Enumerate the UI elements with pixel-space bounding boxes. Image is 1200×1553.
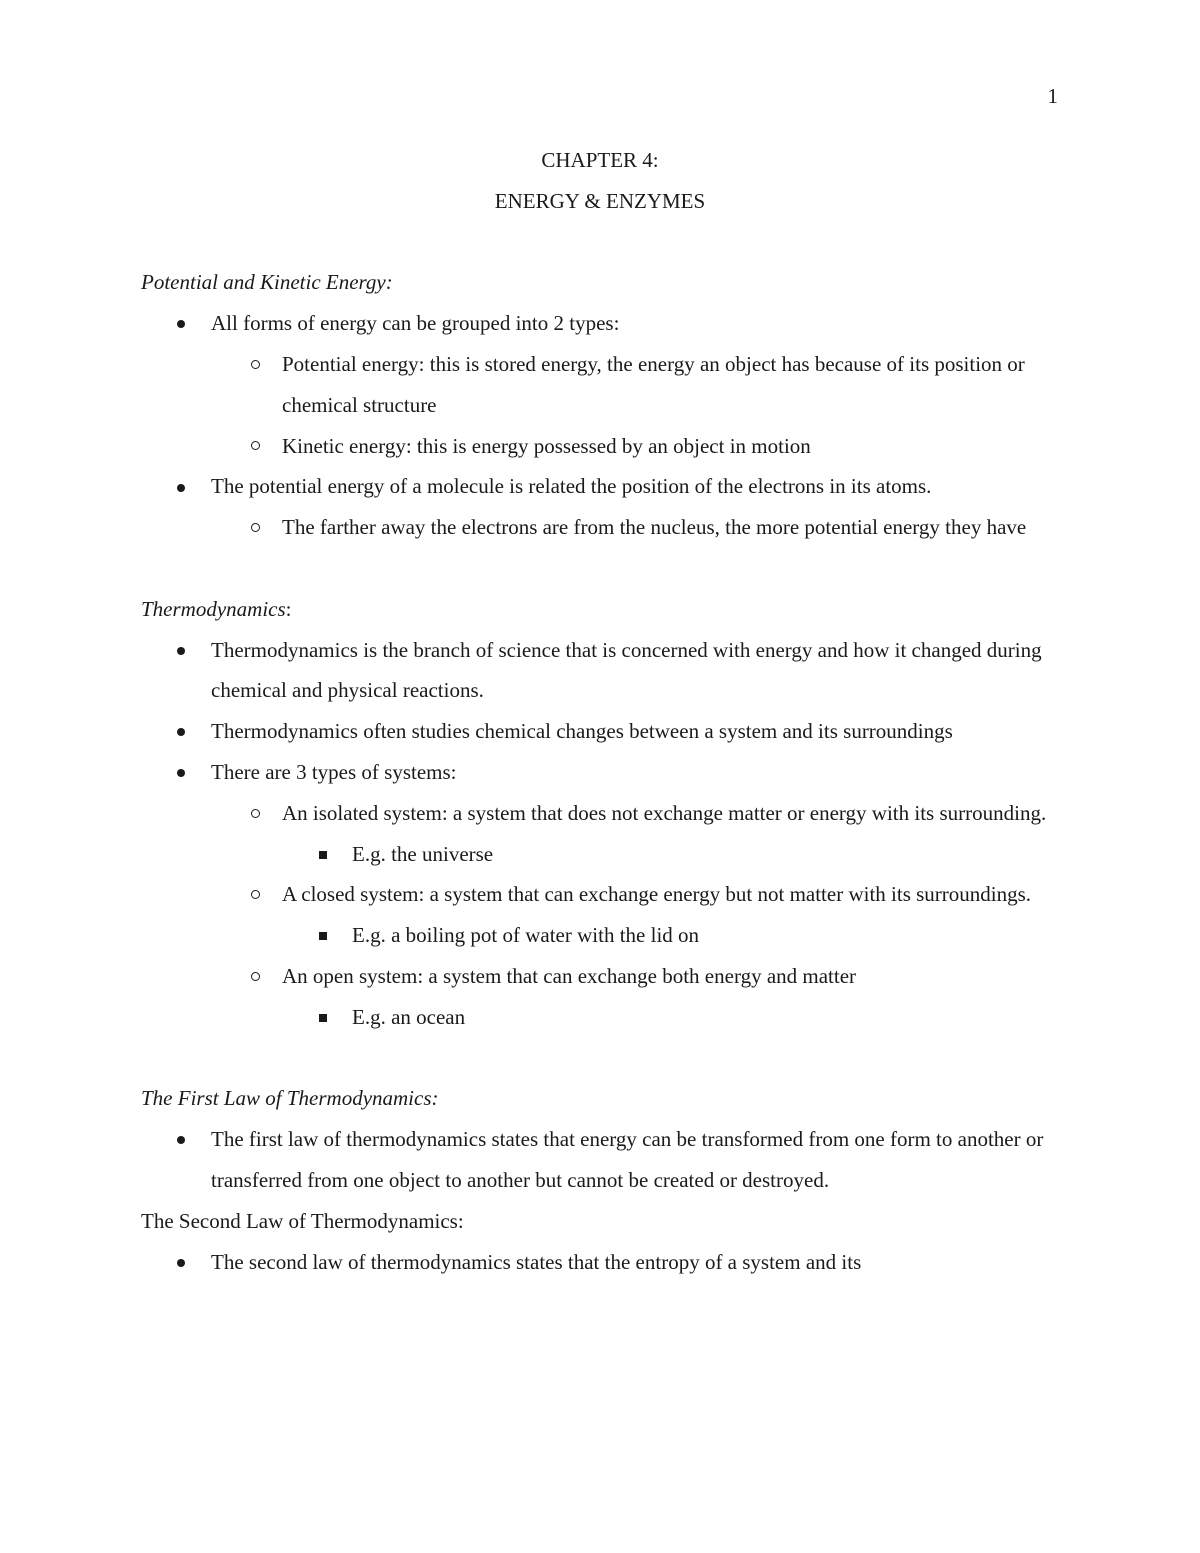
list-item-text: The potential energy of a molecule is related the position of the electrons in its atoms. — [211, 474, 932, 499]
list-item-text: An open system: a system that can exchange both energy and matter — [282, 963, 857, 988]
list-item-text: A closed system: a system that can exchange energy but not matter with its surroundings. — [282, 882, 1032, 907]
filled-square-bullet-icon — [313, 997, 333, 1038]
list-item-text: All forms of energy can be grouped into 2 types: — [211, 311, 620, 336]
filled-square-bullet-icon — [313, 834, 333, 875]
section-heading-second-law: The Second Law of Thermodynamics: — [141, 1208, 464, 1233]
list-item — [141, 711, 1059, 752]
list-item — [141, 956, 1059, 997]
section-heading-thermodynamics — [141, 589, 1059, 630]
hollow-circle-bullet-icon — [245, 344, 265, 385]
filled-circle-bullet-icon — [171, 1119, 191, 1160]
filled-circle-bullet-icon — [171, 711, 191, 752]
list-item — [141, 997, 1059, 1038]
section-heading-potential-kinetic: Potential and Kinetic Energy: — [141, 270, 393, 295]
list-item-text: Thermodynamics often studies chemical changes between a system and its surroundings — [211, 719, 953, 744]
list-item — [141, 752, 1059, 793]
list-item-text: An isolated system: a system that does not exchange matter or energy with its surrounding. — [282, 800, 1047, 825]
list-item-text: The second law of thermodynamics states that the entropy of a system and its — [211, 1249, 862, 1274]
list-item-text: Kinetic energy: this is energy possessed by an object in motion — [282, 433, 811, 458]
list-item — [141, 874, 1059, 915]
spacer — [141, 222, 1059, 263]
hollow-circle-bullet-icon — [245, 507, 265, 548]
hollow-circle-bullet-icon — [245, 956, 265, 997]
hollow-circle-bullet-icon — [245, 874, 265, 915]
chapter-title: ENERGY & ENZYMES — [494, 188, 706, 213]
filled-circle-bullet-icon — [171, 303, 191, 344]
spacer — [141, 1038, 1059, 1079]
list-item — [141, 466, 1059, 507]
list-item — [141, 344, 1059, 426]
list-item-text: Thermodynamics is the branch of science that is concerned with energy and how it changed during chemical and physical reactions. — [211, 637, 1042, 703]
list-item-text: The farther away the electrons are from the nucleus, the more potential energy they have — [282, 515, 1027, 540]
filled-circle-bullet-icon — [171, 1242, 191, 1283]
hollow-circle-bullet-icon — [245, 793, 265, 834]
list-item — [141, 915, 1059, 956]
list-item-text: E.g. a boiling pot of water with the lid on — [352, 923, 700, 948]
list-item-text: E.g. an ocean — [352, 1004, 466, 1029]
document-body — [141, 140, 1059, 1282]
chapter-number: CHAPTER 4: — [541, 148, 659, 172]
list-item — [141, 1242, 1059, 1283]
list-item-text: E.g. the universe — [352, 841, 494, 866]
filled-circle-bullet-icon — [171, 630, 191, 671]
list-item — [141, 1119, 1059, 1201]
list-item — [141, 793, 1059, 834]
filled-circle-bullet-icon — [171, 752, 191, 793]
filled-square-bullet-icon — [313, 915, 333, 956]
list-item-text: There are 3 types of systems: — [211, 759, 457, 784]
page-number: 1 — [1047, 84, 1058, 108]
section-heading-colon: : — [285, 596, 292, 621]
spacer — [141, 548, 1059, 589]
list-item-text: Potential energy: this is stored energy, the energy an object has because of its position or chemical structure — [282, 351, 1025, 417]
list-item — [141, 630, 1059, 712]
hollow-circle-bullet-icon — [245, 426, 265, 467]
list-item — [141, 507, 1059, 548]
list-item — [141, 834, 1059, 875]
filled-circle-bullet-icon — [171, 466, 191, 507]
list-item-text: The first law of thermodynamics states that energy can be transformed from one form to another or transferred from one object to another but cannot be created or destroyed. — [211, 1127, 1044, 1192]
section-heading-text: Thermodynamics — [141, 596, 286, 621]
list-item — [141, 303, 1059, 344]
section-heading-first-law: The First Law of Thermodynamics: — [141, 1086, 439, 1111]
list-item — [141, 426, 1059, 467]
